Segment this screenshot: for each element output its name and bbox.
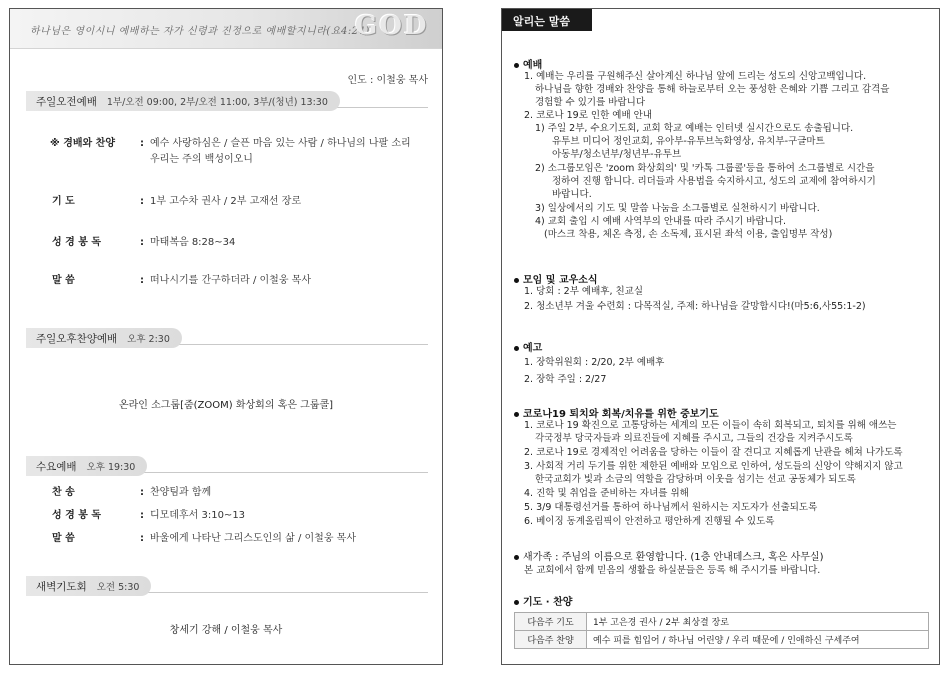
section-heading-meeting <box>514 271 598 286</box>
worship-line: (마스크 착용, 체온 측정, 손 소독제, 표시된 좌석 이용, 출입명부 작성) <box>544 229 833 240</box>
row-value: 1부 고수차 권사 / 2부 고재선 장로 <box>150 196 302 207</box>
section-heading-worship <box>514 56 542 71</box>
row-label: 성 경 봉 독 <box>52 237 102 248</box>
bullet-icon <box>514 555 519 560</box>
leader-text: 인도 : 이철웅 목사 <box>347 75 428 86</box>
newcomer-line: 본 교회에서 함께 믿음의 생활을 하실분들은 등록 해 주시기를 바랍니다. <box>524 565 821 576</box>
corona-line: 각국정부 당국자들과 의료진들에 지혜를 주시고, 그들의 건강을 지켜주시도록 <box>535 433 853 444</box>
worship-line: 하나님을 향한 경배와 찬양을 통해 하늘로부터 오는 풍성한 은혜와 기쁨 그리고 감격을 <box>535 84 890 95</box>
section-bar-afternoon <box>26 328 182 348</box>
row-colon: : <box>140 487 144 498</box>
verse-text: 하나님은 영이시니 예배하는 자가 신령과 진정으로 예배할지니라(요4:24) <box>30 26 370 37</box>
announcements-header: 알리는 말씀 <box>502 9 592 31</box>
dawn-text: 창세기 강해 / 이철웅 목사 <box>169 625 283 636</box>
row-value: 마태복음 8:28~34 <box>150 237 236 248</box>
worship-line: 3) 일상에서의 기도 및 말씀 나눔을 소그룹별로 실천하시기 바랍니다. <box>535 203 820 214</box>
section-bar-morning <box>26 91 340 111</box>
worship-line: 2) 소그룹모임은 'zoom 화상회의' 및 '카톡 그룹콜'등을 통하여 소그룹별로 시간을 <box>535 163 875 174</box>
row-colon: : <box>140 138 144 149</box>
heading-text: 예고 <box>523 343 543 354</box>
section-title: 수요예배 <box>36 460 77 473</box>
table-cell-value: 1부 고은경 권사 / 2부 최상결 장로 <box>587 613 929 631</box>
worship-line: 1) 주일 2부, 수요기도회, 교회 학교 예배는 인터넷 실시간으로도 송출됩니다. <box>535 123 854 134</box>
announcements-page <box>501 8 940 665</box>
heading-text: 코로나19 퇴치와 회복/치유를 위한 중보기도 <box>523 409 719 420</box>
row-value: 바울에게 나타난 그리스도인의 삶 / 이철웅 목사 <box>150 533 356 544</box>
row-label: 말 씀 <box>52 533 75 544</box>
heading-text: 기도 · 찬양 <box>523 597 573 608</box>
worship-line: 2. 코로나 19로 인한 예배 안내 <box>524 110 653 121</box>
section-time: 오후 2:30 <box>127 334 170 345</box>
god-logo: GOD <box>355 11 429 41</box>
bullet-icon <box>514 412 519 417</box>
meeting-line: 1. 당회 : 2부 예배후, 친교실 <box>524 286 644 297</box>
prayer-table <box>514 612 929 649</box>
order-row-sermon <box>52 531 356 546</box>
section-title: 새벽기도회 <box>36 580 87 593</box>
corona-line: 5. 3/9 대통령선거를 통하여 하나님께서 원하시는 지도자가 선출되도록 <box>524 502 818 513</box>
row-value: 찬양팀과 함께 <box>150 487 212 498</box>
worship-line: 유투브 미디어 정인교회, 유아부-유투브녹화영상, 유치부-구글마트 <box>552 136 825 147</box>
row-label: 찬 송 <box>52 487 75 498</box>
worship-line: 경험할 수 있기를 바랍니다 <box>535 97 646 108</box>
row-label: 말 씀 <box>52 275 75 286</box>
section-heading-prayer <box>514 593 572 608</box>
worship-line: 4) 교회 출입 시 예배 사역부의 안내를 따라 주시기 바랍니다. <box>535 216 787 227</box>
order-row-scripture <box>52 235 235 250</box>
table-cell-label: 다음주 찬양 <box>515 631 587 649</box>
worship-order-page <box>9 8 443 665</box>
section-heading-notice <box>514 339 542 354</box>
corona-line: 3. 사회적 거리 두기를 위한 제한된 예배와 모임으로 인하여, 성도들의 신앙이 약해지지 않고 <box>524 461 903 472</box>
row-colon: : <box>140 237 144 248</box>
corona-line: 한국교회가 빛과 소금의 역할을 감당하며 이웃을 섬기는 선교 공동체가 되도록 <box>535 474 856 485</box>
corona-line: 4. 진학 및 취업을 준비하는 자녀를 위해 <box>524 488 689 499</box>
heading-text: 예배 <box>523 60 543 71</box>
order-row-scripture <box>52 508 245 523</box>
section-time: 오후 19:30 <box>86 462 136 473</box>
row-value: 디모데후서 3:10~13 <box>150 510 246 521</box>
bullet-icon <box>514 63 519 68</box>
heading-text: 새가족 : 주님의 이름으로 환영합니다. (1층 안내데스크, 혹은 사무실) <box>523 552 824 563</box>
section-heading-newcomer <box>514 548 823 563</box>
verse-banner <box>10 9 442 49</box>
table-row <box>515 613 929 631</box>
order-row-sermon <box>52 273 311 288</box>
notice-line: 2. 장학 주일 : 2/27 <box>524 374 607 385</box>
worship-line: 1. 예배는 우리를 구원해주신 살아계신 하나님 앞에 드리는 성도의 신앙고백입니다. <box>524 71 867 82</box>
order-row-praise <box>50 136 411 151</box>
row-label: 성 경 봉 독 <box>52 510 102 521</box>
corona-line: 1. 코로나 19 확진으로 고통당하는 세계의 모든 이들이 속히 회복되고, 퇴치를 위해 애쓰는 <box>524 420 897 431</box>
row-value: 떠나시기를 간구하더라 / 이철웅 목사 <box>150 275 311 286</box>
section-heading-corona <box>514 405 719 420</box>
heading-text: 모임 및 교우소식 <box>523 275 598 286</box>
corona-line: 6. 베이징 동계올림픽이 안전하고 평안하게 진행될 수 있도록 <box>524 516 775 527</box>
row-colon: : <box>140 533 144 544</box>
section-bar-wednesday <box>26 456 147 476</box>
worship-line: 정하여 진행 합니다. 리더들과 사용법을 숙지하시고, 성도의 교제에 참여하시기 <box>552 176 876 187</box>
section-time: 1부/오전 09:00, 2부/오전 11:00, 3부/(청년) 13:30 <box>106 97 328 108</box>
row-value: 예수 사랑하심은 / 슬픈 마음 있는 사람 / 하나님의 나팔 소리 <box>150 138 411 149</box>
meeting-line: 2. 청소년부 겨울 수련회 : 다목적실, 주제: 하나님을 갈망합시다!(마5:6,사55:1-2) <box>524 301 866 312</box>
order-row-hymn <box>52 485 211 500</box>
worship-line: 바랍니다. <box>552 189 592 200</box>
row-label: 기 도 <box>52 196 75 207</box>
row-colon: : <box>140 275 144 286</box>
section-bar-dawn <box>26 576 151 596</box>
row-colon: : <box>140 196 144 207</box>
bullet-icon <box>514 346 519 351</box>
row-label: ※ 경배와 찬양 <box>50 138 115 149</box>
section-title: 주일오후찬양예배 <box>36 332 118 345</box>
table-cell-label: 다음주 기도 <box>515 613 587 631</box>
order-row-prayer <box>52 194 301 209</box>
bullet-icon <box>514 278 519 283</box>
order-row-praise-cont <box>150 152 253 167</box>
worship-line: 아동부/청소년부/청년부-유투브 <box>552 149 682 160</box>
table-cell-value: 예수 피를 힘입어 / 하나님 어린양 / 우리 때문에 / 인애하신 구세주여 <box>587 631 929 649</box>
section-title: 주일오전예배 <box>36 95 97 108</box>
afternoon-text: 온라인 소그룹[줌(ZOOM) 화상회의 혹은 그룹콜] <box>118 400 334 411</box>
table-row <box>515 631 929 649</box>
notice-line: 1. 장학위원회 : 2/20, 2부 예배후 <box>524 357 665 368</box>
corona-line: 2. 코로나 19로 경제적인 어려움을 당하는 이들이 잘 견디고 지혜롭게 난관을 헤쳐 나가도록 <box>524 447 903 458</box>
section-time: 오전 5:30 <box>96 582 140 593</box>
bullet-icon <box>514 600 519 605</box>
row-value: 우리는 주의 백성이오니 <box>150 154 253 165</box>
row-colon: : <box>140 510 144 521</box>
